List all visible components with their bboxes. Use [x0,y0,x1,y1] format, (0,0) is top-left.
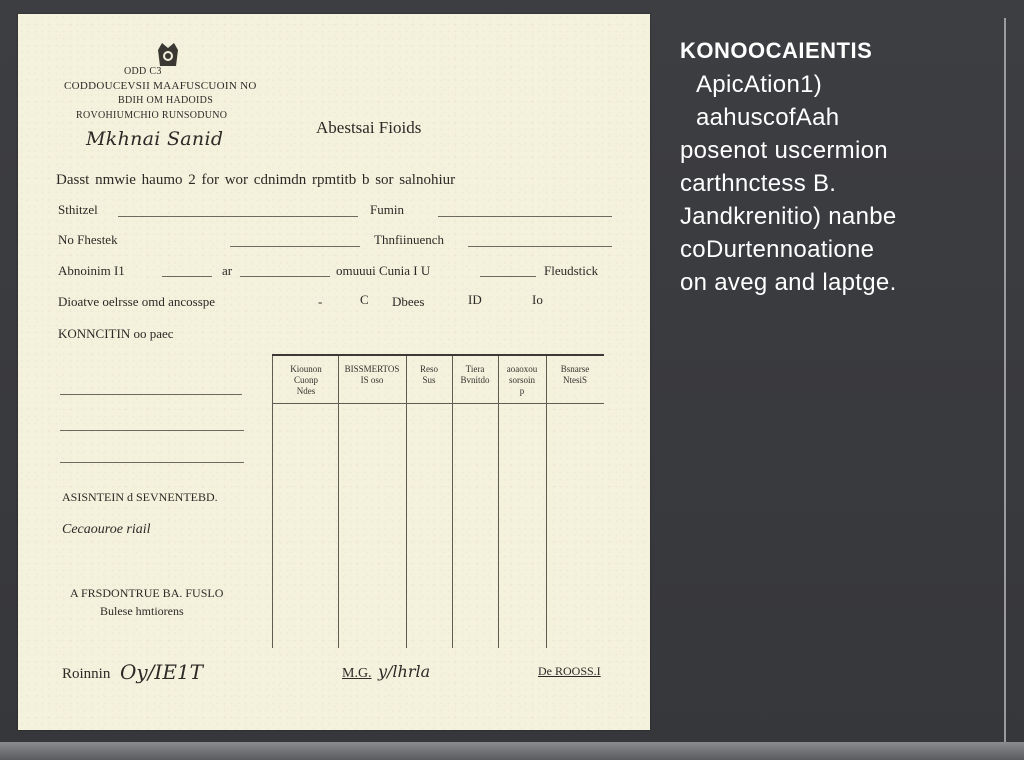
header-line-2: CODDOUCEVSII MAAFUSCUOIN NO [64,80,257,92]
field-label-1: Sthitzel [58,202,98,217]
field-line-1b [438,216,612,217]
field-label-3d: Fleudstick [544,263,599,278]
field-line-3c [480,276,536,277]
table-header-divider [272,403,604,404]
caption-line: aahuscofAah [696,104,840,131]
field-label-4c: C [360,292,369,307]
caption-panel [680,38,1000,299]
table-col-line [406,356,407,648]
table-header: aoaoxou sorsoin p [506,364,538,396]
field-label-4d: Dbees [392,294,425,309]
field-label-3b: ar [222,263,233,278]
table-col-line [338,356,339,648]
header-line-4: ROVOHIUMCHIO RUNSODUNO [76,110,228,121]
field-label-4: Dioatve oelrsse omd ancosspe [58,294,216,309]
caption-line: carthnctess B. [680,170,837,197]
field-label-2b: Thnfiinuench [374,232,445,247]
table-header: Reso Sus [420,364,438,385]
field-label-5: KONNCITIN oo paec [58,326,174,341]
caption-line: Jandkrenitio) nanbe [680,203,897,230]
field-line-3a [162,276,212,277]
form-intro: Dasst nmwie haumo 2 for wor cdnimdn rpmtitb b sor salnohiur [56,172,456,188]
header-line-1: ODD C3 [124,66,162,77]
field-label-4b: - [318,294,323,309]
field-label-3c: omuuui Cunia I U [336,263,431,278]
left-block-footer-1: A FRSDONTRUE BA. FUSLO [70,586,224,600]
table-col-line [546,356,547,648]
footer-right-label: De ROOSS.I [538,664,601,678]
field-label-4f: Io [532,292,543,307]
blank-line-3 [60,462,244,463]
table-header: BISSMERTOS IS oso [344,364,400,385]
table-col-line [452,356,453,648]
caption-line: on aveg and laptge. [680,269,897,296]
table-header: Tiera Bvnitdo [460,364,490,385]
left-block-footer-2: Bulese hmtiorens [100,604,184,618]
field-line-2 [230,246,360,247]
caption-line: ApicAtion1) [696,71,823,98]
footer-left-signature: Oy/IE1T [120,660,203,684]
header-signature: Mkhnai Sanid [86,128,224,150]
field-line-3b [240,276,330,277]
caption-line: coDurtennoatione [680,236,875,263]
records-table [272,354,604,648]
caption-line: posenot uscermion [680,137,888,164]
field-label-1b: Fumin [370,202,404,217]
table-col-line [498,356,499,648]
footer-mid-label: M.G. [342,666,372,681]
blank-line-1 [60,394,242,395]
footer-mid-signature: y/lhrla [378,662,431,681]
field-label-2: No Fhestek [58,232,118,247]
left-block-heading: ASISNTEIN d SEVNENTEBD. [62,490,218,504]
caption-title: KONOOCAIENTIS [680,38,873,63]
left-block-line: Cecaouroe riail [62,522,151,537]
table-header: Bsnarse NtesiS [560,364,590,385]
table-col-line [272,356,273,648]
field-line-2b [468,246,612,247]
bottom-edge [0,742,1024,760]
header-line-3: BDIH OM HADOIDS [118,95,214,106]
table-header: Kiounon Cuonp Ndes [290,364,322,396]
field-line-1 [118,216,358,217]
document-page [18,14,650,730]
field-label-3: Abnoinim I1 [58,263,125,278]
form-title: Abestsai Fioids [316,118,422,137]
panel-edge [1004,18,1006,742]
field-label-4e: ID [468,292,482,307]
blank-line-2 [60,430,244,431]
footer-left-label: Roinnin [62,666,111,682]
